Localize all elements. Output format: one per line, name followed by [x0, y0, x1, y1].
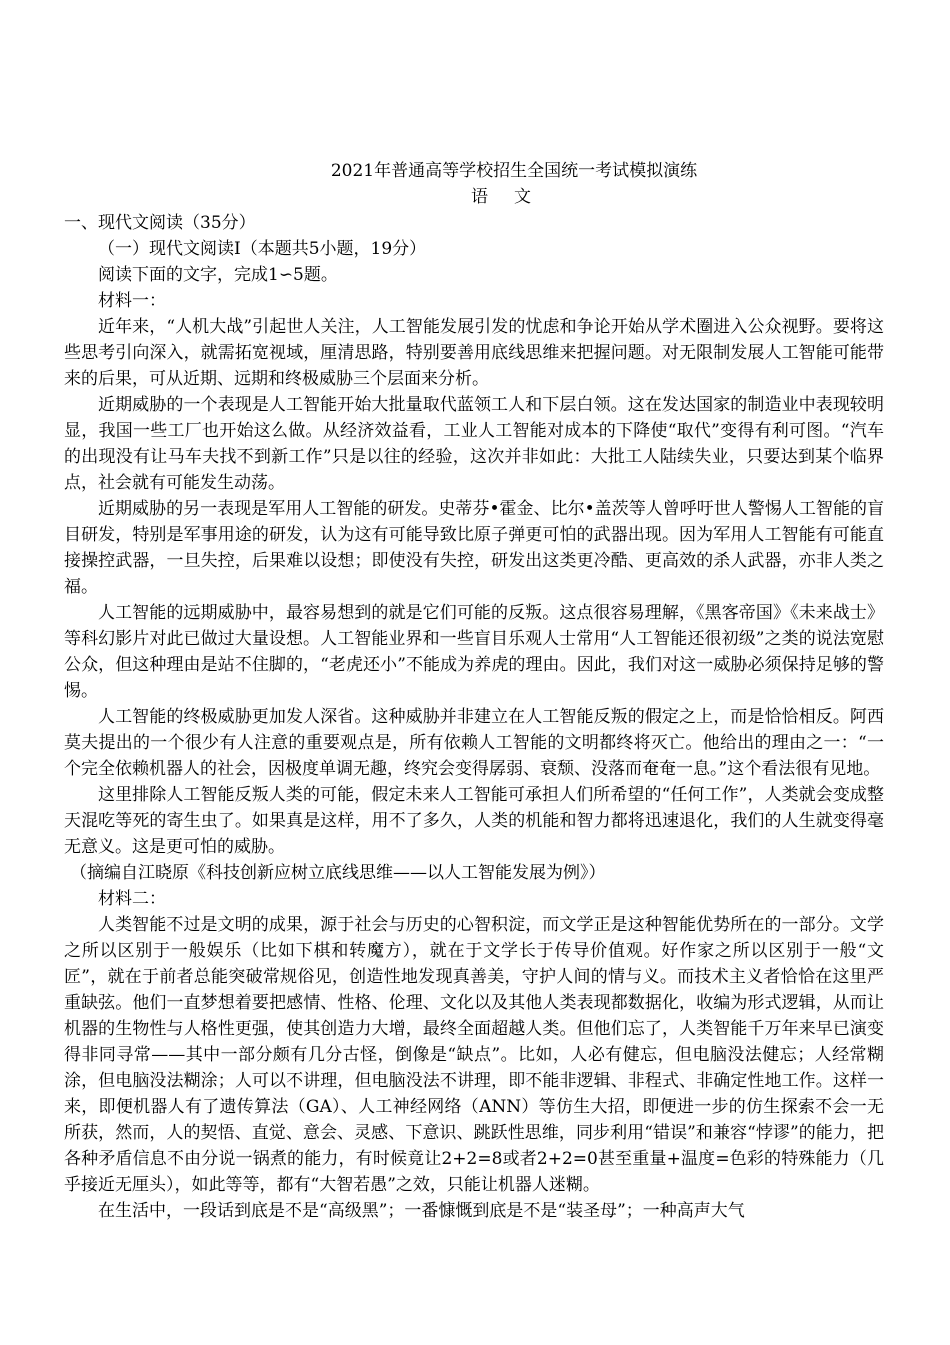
document-page — [64, 158, 884, 1224]
material1-paragraph: 这里排除人工智能反叛人类的可能，假定未来人工智能可承担人们所希望的“任何工作”，人类就会变成整天混吃等死的寄生虫了。如果真是这样，用不了多久，人类的机能和智力都将迅速退化，我们的人生就变得毫无意义。这是更可怕的威胁。 — [64, 785, 884, 857]
sub-section-heading: （一）现代文阅读Ⅰ（本题共5小题，19分） — [98, 239, 427, 259]
material1-paragraph: 近年来，“人机大战”引起世人关注，人工智能发展引发的忧虑和争论开始从学术圈进入公众视野。要将这些思考引向深入，就需拓宽视域，厘清思路，特别要善用底线思维来把握问题。对无限制发展人工智能可能带来的后果，可从近期、远期和终极威胁三个层面来分析。 — [64, 317, 884, 389]
reading-instruction: 阅读下面的文字，完成1∽5题。 — [98, 265, 338, 285]
subject-title: 语文 — [471, 187, 557, 207]
material1-label: 材料一： — [98, 291, 166, 311]
exam-title: 2021年普通高等学校招生全国统一考试模拟演练 — [330, 161, 698, 181]
material2-label: 材料二： — [98, 889, 166, 909]
material1-source: （摘编自江晓原《科技创新应树立底线思维——以人工智能发展为例》） — [70, 863, 606, 883]
material2-paragraph: 在生活中，一段话到底是不是“高级黑”；一番慷慨到底是不是“装圣母”；一种高声大气 — [98, 1201, 745, 1221]
material1-paragraph: 近期威胁的另一表现是军用人工智能的研发。史蒂芬•霍金、比尔•盖茨等人曾呼吁世人警惕人工智能的盲目研发，特别是军事用途的研发，认为这有可能导致比原子弹更可怕的武器出现。因为军用人工智能有可能直接操控武器，一旦失控，后果难以设想；即使没有失控，研发出这类更冷酷、更高效的杀人武器，亦非人类之福。 — [64, 499, 884, 597]
material1-paragraph: 人工智能的远期威胁中，最容易想到的就是它们可能的反叛。这点很容易理解，《黑客帝国》《未来战士》等科幻影片对此已做过大量设想。人工智能业界和一些盲目乐观人士常用“人工智能还很初级”之类的说法宽慰公众，但这种理由是站不住脚的，“老虎还小”不能成为养虎的理由。因此，我们对这一威胁必须保持足够的警惕。 — [64, 603, 884, 701]
section-heading: 一、现代文阅读（35分） — [64, 213, 256, 233]
material2-paragraph: 人类智能不过是文明的成果，源于社会与历史的心智积淀，而文学正是这种智能优势所在的一部分。文学之所以区别于一般娱乐（比如下棋和转魔方），就在于文学长于传导价值观。好作家之所以区别于一般“文匠”，就在于前者总能突破常规俗见，创造性地发现真善美，守护人间的情与义。而技术主义者恰恰在这里严重缺弦。他们一直梦想着要把感情、性格、伦理、文化以及其他人类表现都数据化，收编为形式逻辑，从而让机器的生物性与人格性更强，使其创造力大增，最终全面超越人类。但他们忘了，人类智能千万年来早已演变得非同寻常——其中一部分颇有几分古怪，倒像是“缺点”。比如，人必有健忘，但电脑没法健忘；人经常糊涂，但电脑没法糊涂；人可以不讲理，但电脑没法不讲理，即不能非逻辑、非程式、非确定性地工作。这样一来，即便机器人有了遗传算法（GA）、人工神经网络（ANN）等仿生大招，即便进一步的仿生探索不会一无所获，然而，人的契悟、直觉、意会、灵感、下意识、跳跃性思维，同步利用“错误”和兼容“悖谬”的能力，把各种矛盾信息不由分说一锅煮的能力，有时候竟让2+2=8或者2+2=0甚至重量+温度=色彩的特殊能力（几乎接近无厘头），如此等等，都有“大智若愚”之效，只能让机器人迷糊。 — [64, 915, 884, 1195]
material1-paragraph: 近期威胁的一个表现是人工智能开始大批量取代蓝领工人和下层白领。这在发达国家的制造业中表现较明显，我国一些工厂也开始这么做。从经济效益看，工业人工智能对成本的下降使“取代”变得有利可图。“汽车的出现没有让马车夫找不到新工作”只是以往的经验，这次并非如此：大批工人陆续失业，只要达到某个临界点，社会就有可能发生动荡。 — [64, 395, 884, 493]
material1-paragraph: 人工智能的终极威胁更加发人深省。这种威胁并非建立在人工智能反叛的假定之上，而是恰恰相反。阿西莫夫提出的一个很少有人注意的重要观点是，所有依赖人工智能的文明都终将灭亡。他给出的理由之一：“一个完全依赖机器人的社会，因极度单调无趣，终究会变得孱弱、衰颓、没落而奄奄一息。”这个看法很有见地。 — [64, 707, 884, 779]
